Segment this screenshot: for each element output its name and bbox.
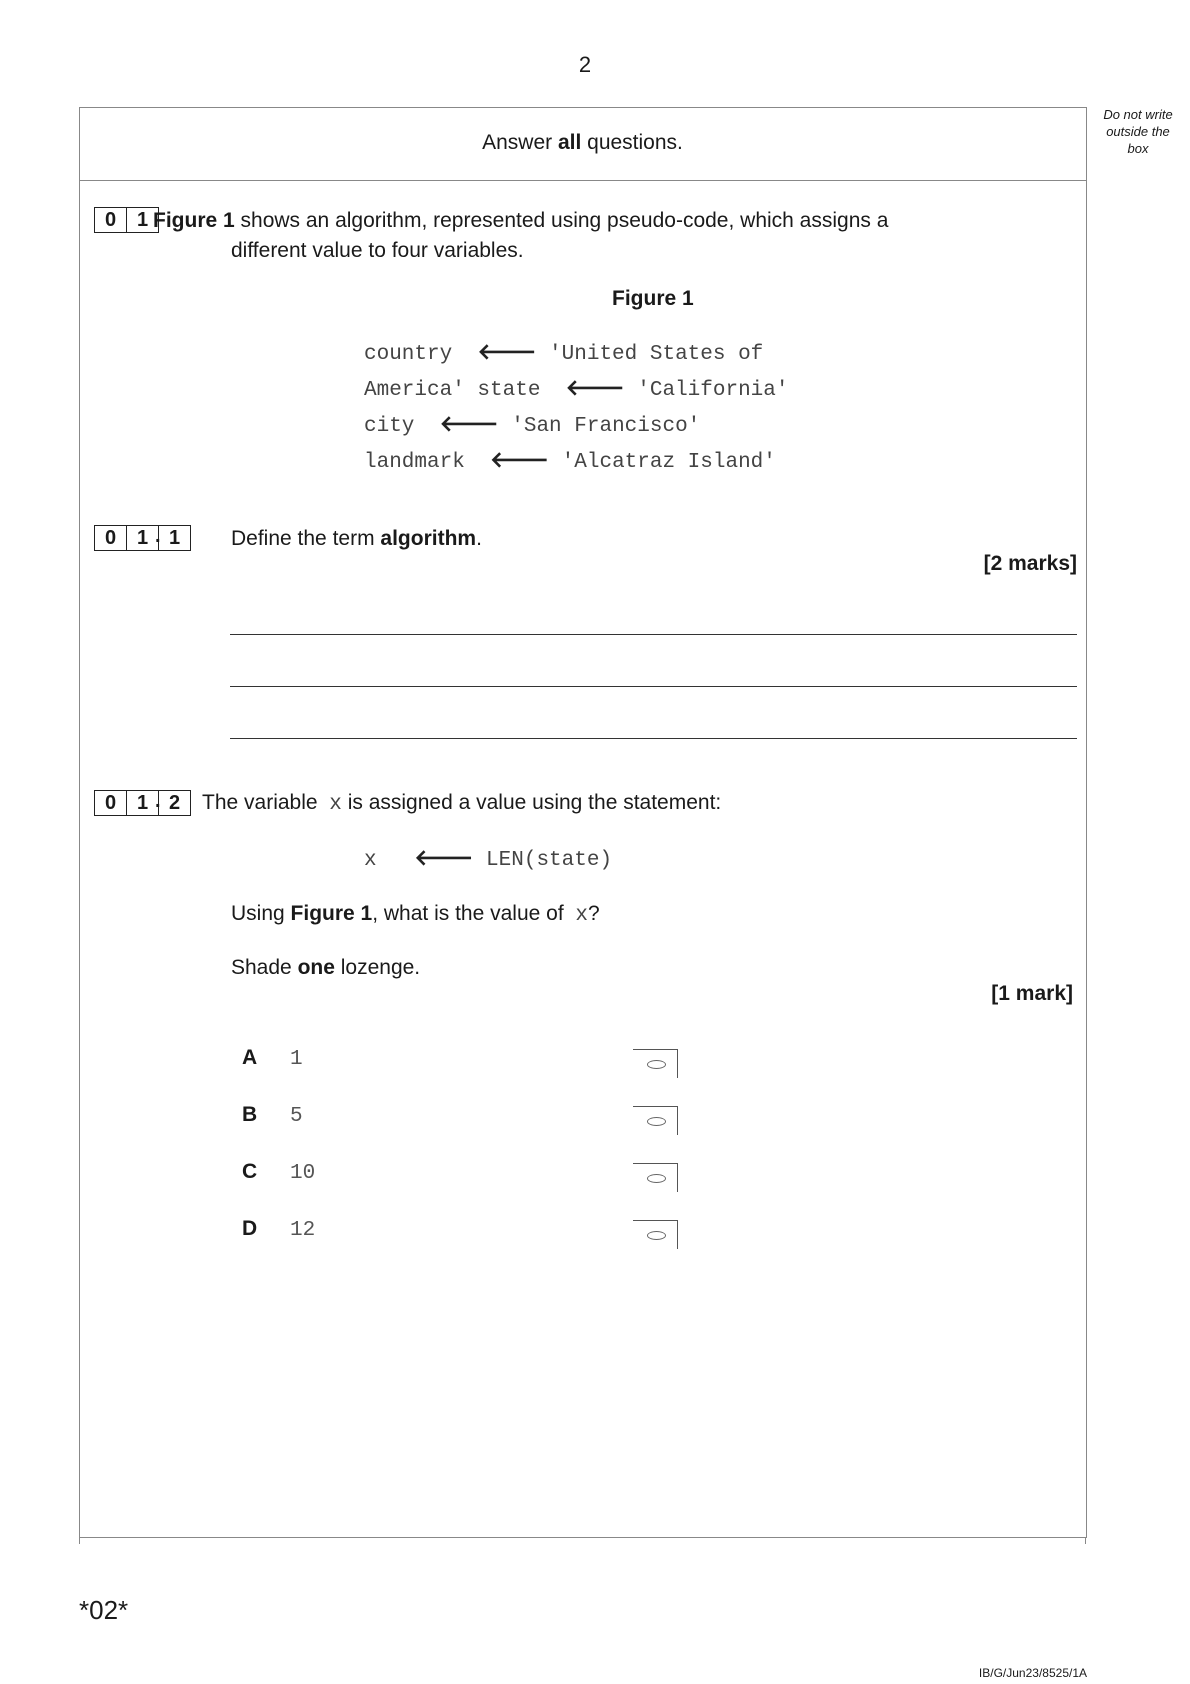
figure-reference: Figure 1 bbox=[290, 902, 373, 925]
instruction-text: questions. bbox=[581, 131, 683, 154]
intro-text: shows an algorithm, represented using pseudo-code, which assigns a bbox=[234, 209, 889, 232]
option-row bbox=[242, 1046, 257, 1070]
marks-label: [2 marks] bbox=[983, 552, 1077, 575]
code-var: America' state bbox=[364, 379, 541, 402]
margin-note bbox=[1082, 106, 1190, 157]
frame-tick bbox=[79, 1537, 80, 1544]
answer-frame bbox=[79, 107, 1087, 1538]
lozenge-oval bbox=[647, 1231, 666, 1240]
question-digit: 2 bbox=[158, 790, 191, 816]
answer-line[interactable] bbox=[230, 738, 1077, 739]
inline-code: x bbox=[575, 904, 588, 927]
dot-text: . bbox=[155, 525, 161, 547]
question-digit: 1 bbox=[126, 207, 159, 233]
marks-label: [1 mark] bbox=[991, 982, 1073, 1005]
margin-note-line: Do not write bbox=[1103, 107, 1173, 122]
code-line bbox=[364, 444, 789, 480]
shade-instruction bbox=[231, 953, 420, 983]
question-digit: 1 bbox=[158, 525, 191, 551]
instruction bbox=[79, 131, 1086, 155]
frame-bottom-rule bbox=[79, 1537, 1086, 1538]
option-value: 1 bbox=[290, 1048, 303, 1071]
header-divider bbox=[79, 180, 1086, 181]
instruction-text: lozenge. bbox=[334, 956, 421, 979]
code-line bbox=[364, 336, 789, 372]
assign-arrow-icon: 🡐 bbox=[414, 846, 474, 871]
question-number-box bbox=[94, 207, 158, 234]
option-row bbox=[242, 1217, 257, 1241]
paper-reference: IB/G/Jun23/8525/1A bbox=[978, 1666, 1087, 1680]
option-lozenge[interactable] bbox=[633, 1106, 678, 1135]
figure-title: Figure 1 bbox=[612, 287, 694, 310]
question-text: Define the term bbox=[231, 527, 381, 550]
option-lozenge[interactable] bbox=[633, 1049, 678, 1078]
code-var: city bbox=[364, 415, 415, 438]
question-digit: 1 bbox=[126, 525, 159, 551]
key-term: algorithm bbox=[380, 527, 477, 550]
question-01-intro-cont: different value to four variables. bbox=[231, 239, 524, 262]
question-number-box bbox=[94, 790, 190, 817]
assign-arrow-icon: 🡐 bbox=[490, 448, 550, 473]
lozenge-oval bbox=[647, 1060, 666, 1069]
code-var: x bbox=[364, 849, 377, 872]
option-letter: C bbox=[242, 1160, 258, 1183]
assign-arrow-icon: 🡐 bbox=[439, 412, 499, 437]
question-text: ? bbox=[587, 902, 600, 925]
code-value: 'United States of bbox=[549, 343, 764, 366]
question-digit: 0 bbox=[94, 207, 127, 233]
page-code: *02* bbox=[79, 1595, 129, 1625]
option-value: 12 bbox=[290, 1219, 316, 1242]
page-number: 2 bbox=[578, 52, 592, 77]
code-var: country bbox=[364, 343, 453, 366]
option-lozenge[interactable] bbox=[633, 1220, 678, 1249]
question-digit: 0 bbox=[94, 525, 127, 551]
inline-code: x bbox=[329, 793, 342, 816]
option-letter: B bbox=[242, 1103, 258, 1126]
code-value: 'Alcatraz Island' bbox=[561, 451, 776, 474]
option-letter: D bbox=[242, 1217, 258, 1240]
question-prompt bbox=[231, 899, 600, 933]
code-value: LEN(state) bbox=[486, 849, 613, 872]
question-01-2-text bbox=[202, 788, 721, 822]
code-value: 'California' bbox=[637, 379, 789, 402]
question-digit: 1 bbox=[126, 790, 159, 816]
lozenge-oval bbox=[647, 1174, 666, 1183]
instruction-text: Shade bbox=[231, 956, 298, 979]
code-var: landmark bbox=[364, 451, 465, 474]
pseudo-code-block bbox=[364, 336, 789, 480]
lozenge-oval bbox=[647, 1117, 666, 1126]
question-text: , what is the value of bbox=[372, 902, 570, 925]
code-line bbox=[364, 408, 789, 444]
answer-line[interactable] bbox=[230, 634, 1077, 635]
question-01-intro bbox=[153, 206, 1053, 236]
option-row bbox=[242, 1160, 257, 1184]
assign-arrow-icon: 🡐 bbox=[477, 340, 537, 365]
dot-text: . bbox=[155, 790, 161, 812]
frame-tick bbox=[1085, 1537, 1086, 1544]
assign-arrow-icon: 🡐 bbox=[565, 376, 625, 401]
margin-note-line: box bbox=[1127, 141, 1149, 156]
answer-line[interactable] bbox=[230, 686, 1077, 687]
question-text: . bbox=[476, 527, 482, 550]
code-value: 'San Francisco' bbox=[511, 415, 701, 438]
assignment-statement bbox=[364, 842, 612, 878]
question-01-1-text bbox=[231, 524, 482, 554]
option-value: 10 bbox=[290, 1162, 316, 1185]
figure-reference: Figure 1 bbox=[153, 209, 235, 232]
margin-note-line: outside the bbox=[1106, 124, 1170, 139]
question-text: is assigned a value using the statement: bbox=[341, 791, 722, 814]
option-lozenge[interactable] bbox=[633, 1163, 678, 1192]
option-letter: A bbox=[242, 1046, 258, 1069]
code-line bbox=[364, 372, 789, 408]
question-text: The variable bbox=[202, 791, 324, 814]
question-number-box bbox=[94, 525, 190, 552]
option-row bbox=[242, 1103, 257, 1127]
instruction-emphasis: all bbox=[557, 131, 582, 154]
question-text: Using bbox=[231, 902, 291, 925]
instruction-text: Answer bbox=[482, 131, 558, 154]
question-digit: 0 bbox=[94, 790, 127, 816]
instruction-emphasis: one bbox=[297, 956, 335, 979]
option-value: 5 bbox=[290, 1105, 303, 1128]
